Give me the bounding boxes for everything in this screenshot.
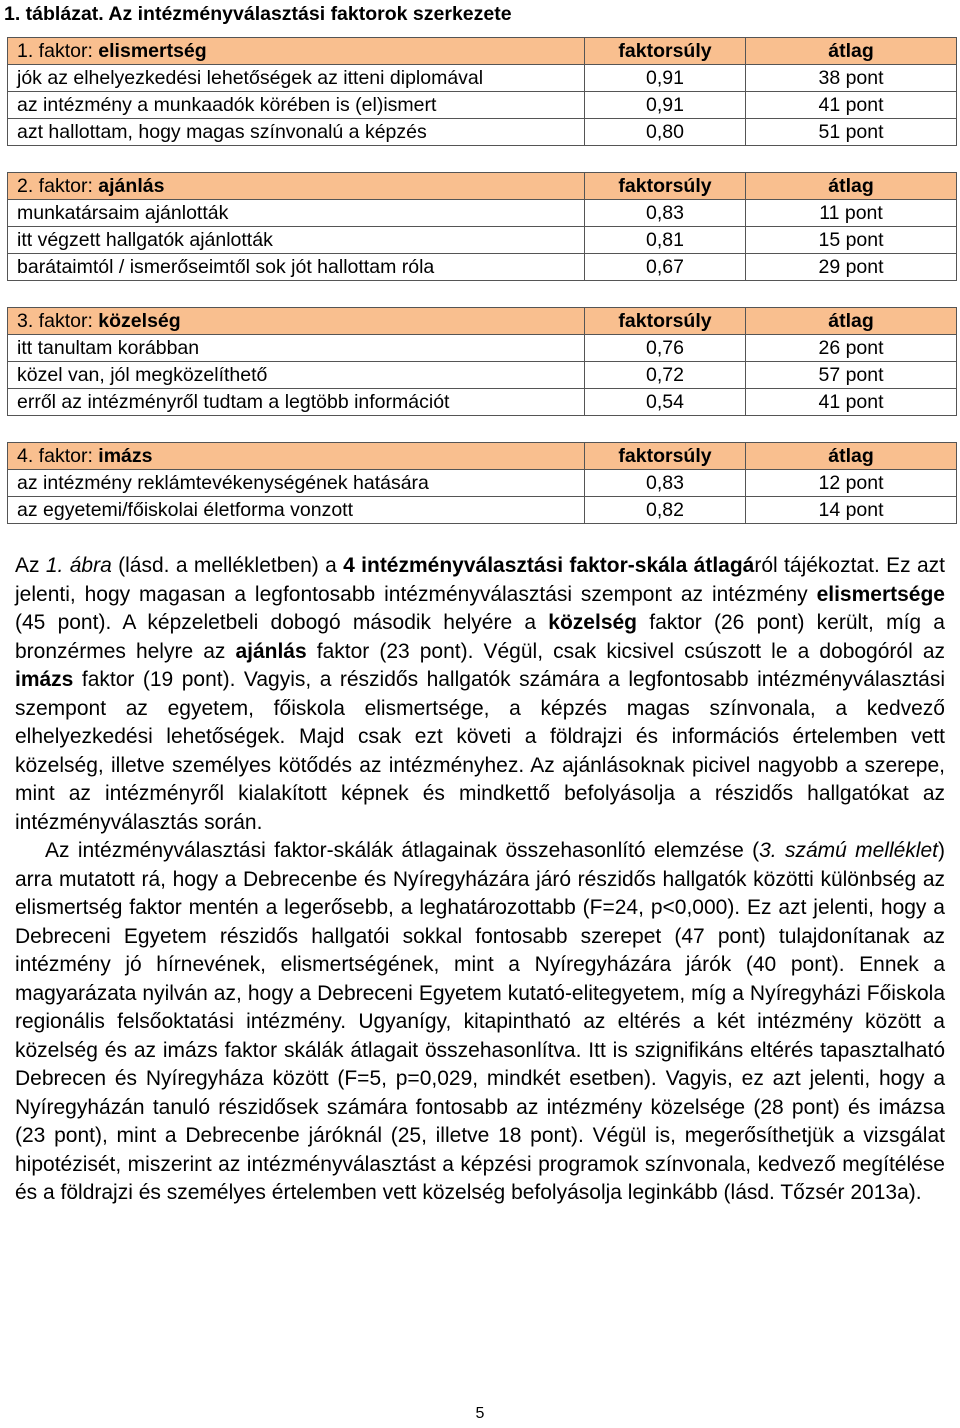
item-cell: az intézmény reklámtevékenységének hatására — [8, 470, 585, 497]
weight-header: faktorsúly — [585, 443, 746, 470]
item-cell: itt végzett hallgatók ajánlották — [8, 227, 585, 254]
weight-cell: 0,54 — [585, 389, 746, 416]
weight-cell: 0,91 — [585, 92, 746, 119]
page-number: 5 — [475, 1405, 485, 1422]
mean-cell: 15 pont — [746, 227, 957, 254]
item-cell: munkatársaim ajánlották — [8, 200, 585, 227]
table-row — [8, 497, 957, 524]
table-caption: 1. táblázat. Az intézményválasztási faktorok szerkezete — [4, 3, 512, 25]
weight-cell: 0,82 — [585, 497, 746, 524]
weight-header: faktorsúly — [585, 38, 746, 65]
mean-cell: 51 pont — [746, 119, 957, 146]
mean-cell: 12 pont — [746, 470, 957, 497]
weight-header: faktorsúly — [585, 308, 746, 335]
table-row — [8, 227, 957, 254]
weight-cell: 0,80 — [585, 119, 746, 146]
item-cell: azt hallottam, hogy magas színvonalú a képzés — [8, 119, 585, 146]
item-cell: barátaimtól / ismerőseimtől sok jót hallottam róla — [8, 254, 585, 281]
factor-table-3 — [7, 307, 957, 416]
weight-header: faktorsúly — [585, 173, 746, 200]
table-row — [8, 335, 957, 362]
table-row — [8, 254, 957, 281]
factor-title: 3. faktor: közelség — [8, 308, 585, 335]
item-cell: jók az elhelyezkedési lehetőségek az itteni diplomával — [8, 65, 585, 92]
paragraph-1: Az 1. ábra (lásd. a mellékletben) a 4 intézményválasztási faktor-skála átlagáról tájékoztat. Ez azt jelenti, hogy magasan a legfontosabb intézményválasztási szempont az intézmény elismertsége (45 pont). A képzeletbeli dobogó második helyére a közelség faktor (26 pont) került, míg a bronzérmes helyre az ajánlás faktor (23 pont). Végül, csak kicsivel csúszott le a dobogóról az imázs faktor (19 pont). Vagyis, a részidős hallgatók számára a legfontosabb intézményválasztási szempont az egyetem, főiskola elismertsége, a képzés magas színvonala, a kedvező elhelyezkedési lehetőségek. Majd csak ezt követi a földrajzi és információs értelemben vett közelség, illetve személyes kötődés az intézményhez. Az ajánlásoknak picivel nagyobb a szerepe, mint az intézményről kialakított képnek és mindkettő befolyásolja a részidős hallgatókat az intézményválasztás során. — [15, 554, 946, 834]
item-cell: az intézmény a munkaadók körében is (el)ismert — [8, 92, 585, 119]
table-row — [8, 92, 957, 119]
factor-header-row — [8, 173, 957, 200]
table-row — [8, 119, 957, 146]
factor-header-row — [8, 308, 957, 335]
factor-table-2 — [7, 172, 957, 281]
mean-header: átlag — [746, 443, 957, 470]
table-row — [8, 362, 957, 389]
mean-cell: 38 pont — [746, 65, 957, 92]
factor-table-1 — [7, 37, 957, 146]
weight-cell: 0,81 — [585, 227, 746, 254]
paragraph-2: Az intézményválasztási faktor-skálák átlagainak összehasonlító elemzése (3. számú melléklet) arra mutatott rá, hogy a Debrecenbe és Nyíregyházára járó részidős hallgatók közötti különbség az elismertség faktor mentén a legerősebb, a leghatározottabb (F=24, p<0,000). Ez azt jelenti, hogy a Debreceni Egyetem részidős hallgatói sokkal fontosabb szerepet (47 pont) tulajdonítanak az intézmény jó hírnevének, elismertségének, mint a Nyíregyházára járók (40 pont). Ennek a magyarázata nyilván az, hogy a Debreceni Egyetem kutató-elitegyetem, míg a Nyíregyházi Főiskola regionális felsőoktatási intézmény. Ugyanígy, kitapintható az eltérés a két intézmény között a közelség és az imázs faktor skálák átlagait összehasonlítva. Itt is szignifikáns eltérés tapasztalható Debrecen és Nyíregyháza között (F=5, p=0,029, mindkét esetben). Vagyis, ez azt jelenti, hogy a Nyíregyházán tanuló részidősek számára fontosabb az intézmény közelsége (28 pont) és imázsa (23 pont), mint a Debrecenbe járóknál (25, illetve 18 pont). Végül is, megerősíthetjük a vizsgálat hipotézisét, miszerint az intézményválasztást a képzési programok színvonala, kedvező megítélése és a földrajzi és személyes értelemben vett közelség befolyásolja leginkább (lásd. Tőzsér 2013a). — [15, 839, 945, 1204]
factor-table-4 — [7, 442, 957, 524]
mean-cell: 11 pont — [746, 200, 957, 227]
weight-cell: 0,72 — [585, 362, 746, 389]
factor-title: 1. faktor: elismertség — [8, 38, 585, 65]
item-cell: erről az intézményről tudtam a legtöbb információt — [8, 389, 585, 416]
mean-cell: 26 pont — [746, 335, 957, 362]
factor-title: 2. faktor: ajánlás — [8, 173, 585, 200]
body-text — [15, 552, 945, 1208]
weight-cell: 0,83 — [585, 200, 746, 227]
mean-header: átlag — [746, 308, 957, 335]
item-cell: közel van, jól megközelíthető — [8, 362, 585, 389]
mean-header: átlag — [746, 38, 957, 65]
mean-cell: 41 pont — [746, 389, 957, 416]
mean-cell: 29 pont — [746, 254, 957, 281]
mean-cell: 14 pont — [746, 497, 957, 524]
weight-cell: 0,67 — [585, 254, 746, 281]
mean-header: átlag — [746, 173, 957, 200]
item-cell: az egyetemi/főiskolai életforma vonzott — [8, 497, 585, 524]
mean-cell: 57 pont — [746, 362, 957, 389]
weight-cell: 0,91 — [585, 65, 746, 92]
factor-header-row — [8, 443, 957, 470]
weight-cell: 0,76 — [585, 335, 746, 362]
table-row — [8, 389, 957, 416]
mean-cell: 41 pont — [746, 92, 957, 119]
item-cell: itt tanultam korábban — [8, 335, 585, 362]
table-row — [8, 65, 957, 92]
weight-cell: 0,83 — [585, 470, 746, 497]
table-row — [8, 470, 957, 497]
table-row — [8, 200, 957, 227]
factor-title: 4. faktor: imázs — [8, 443, 585, 470]
factor-header-row — [8, 38, 957, 65]
